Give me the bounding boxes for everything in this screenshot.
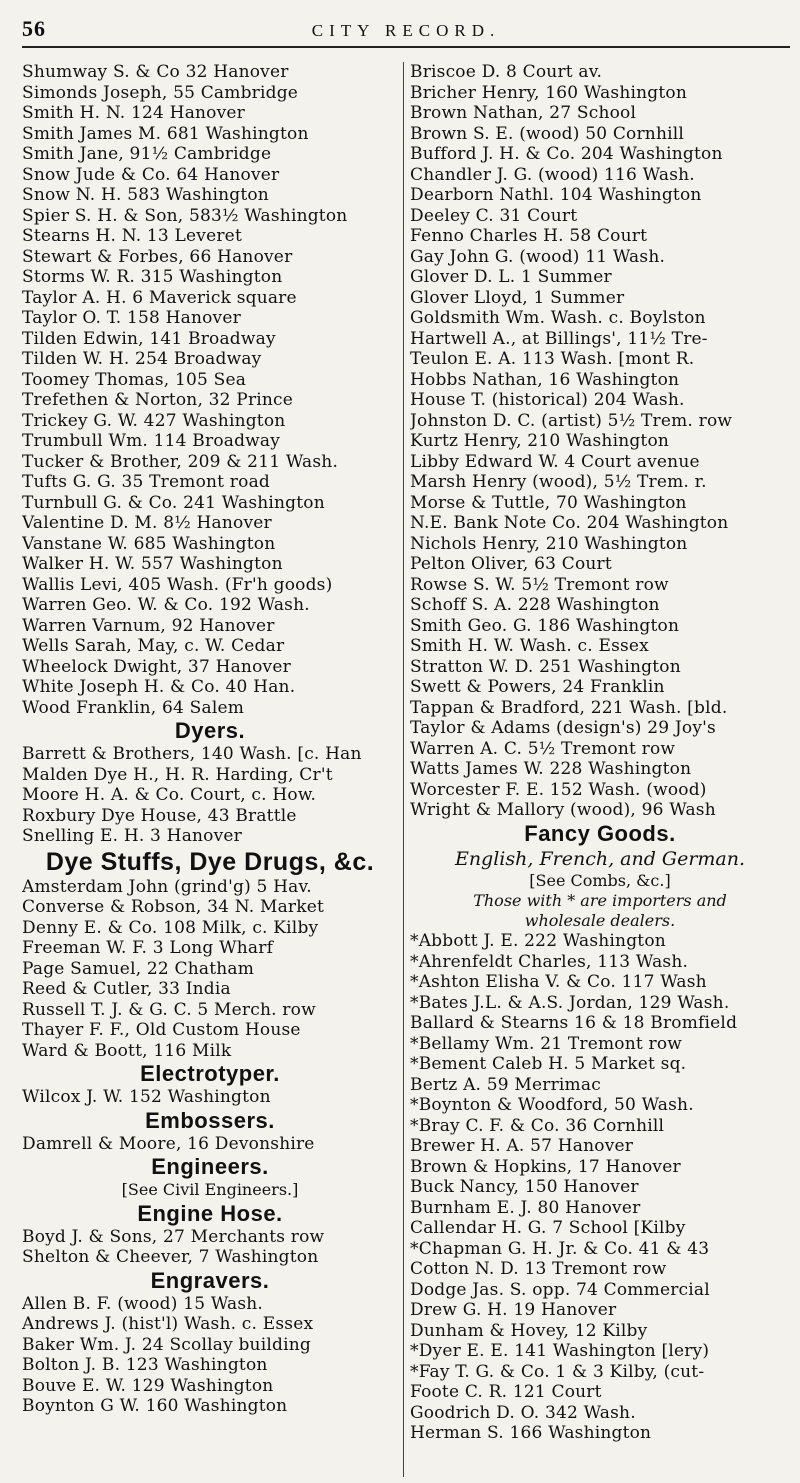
directory-entry: *Bellamy Wm. 21 Tremont row xyxy=(410,1033,683,1054)
section-heading-engine-hose: Engine Hose. xyxy=(137,1200,283,1226)
section-heading-dye-stuffs: Dye Stuffs, Dye Drugs, &c. xyxy=(45,847,375,876)
directory-entry: Wright & Mallory (wood), 96 Wash xyxy=(410,800,716,820)
directory-entry: Ballard & Stearns 16 & 18 Bromfield xyxy=(410,1013,738,1033)
page-title: CITY RECORD. xyxy=(311,21,501,40)
directory-entry: Bertz A. 59 Merrimac xyxy=(410,1074,601,1095)
directory-entry: Teulon E. A. 113 Wash. [mont R. xyxy=(410,349,695,369)
directory-entry: Hobbs Nathan, 16 Washington xyxy=(410,369,680,390)
directory-entry: Damrell & Moore, 16 Devonshire xyxy=(22,1133,315,1154)
directory-entry: Andrews J. (hist'l) Wash. c. Essex xyxy=(22,1314,314,1334)
directory-entry: Vanstane W. 685 Washington xyxy=(22,533,276,554)
directory-entry: Amsterdam John (grind'g) 5 Hav. xyxy=(22,876,312,897)
directory-entry: Watts James W. 228 Washington xyxy=(410,759,692,779)
directory-entry: Boyd J. & Sons, 27 Merchants row xyxy=(22,1226,325,1247)
directory-entry: Taylor A. H. 6 Maverick square xyxy=(22,287,297,308)
directory-entry: Bricher Henry, 160 Washington xyxy=(410,82,687,103)
directory-entry: Bufford J. H. & Co. 204 Washington xyxy=(410,144,723,164)
directory-entry: Burnham E. J. 80 Hanover xyxy=(410,1197,641,1218)
fancy-goods-see-note: [See Combs, &c.] xyxy=(529,870,671,890)
directory-entry: Swett & Powers, 24 Franklin xyxy=(410,677,665,697)
left-entries-1 xyxy=(22,62,398,718)
fancy-goods-subtitle: English, French, and German. xyxy=(454,847,746,870)
directory-entry: Brewer H. A. 57 Hanover xyxy=(410,1136,634,1156)
directory-entry: Smith James M. 681 Washington xyxy=(22,123,309,144)
page-number: 56 xyxy=(22,16,46,41)
directory-entry: Warren Geo. W. & Co. 192 Wash. xyxy=(22,595,310,615)
fancy-goods-note-line-2: wholesale dealers. xyxy=(524,911,676,930)
directory-entry: Smith H. N. 124 Hanover xyxy=(22,103,246,123)
directory-entry: Gay John G. (wood) 11 Wash. xyxy=(410,246,666,267)
directory-entry: Trickey G. W. 427 Washington xyxy=(22,410,286,431)
directory-entry: Fenno Charles H. 58 Court xyxy=(410,226,648,246)
embossers-list xyxy=(22,1134,398,1155)
directory-entry: Dodge Jas. S. opp. 74 Commercial xyxy=(410,1279,710,1300)
directory-entry: Wilcox J. W. 152 Washington xyxy=(22,1087,271,1107)
directory-entry: *Dyer E. E. 141 Washington [lery) xyxy=(410,1341,710,1361)
directory-entry: *Ahrenfeldt Charles, 113 Wash. xyxy=(410,951,689,972)
directory-entry: Tucker & Brother, 209 & 211 Wash. xyxy=(22,451,339,472)
fancy-goods-note-line-1: Those with * are importers and xyxy=(473,891,727,910)
directory-entry: Moore H. A. & Co. Court, c. How. xyxy=(22,785,317,805)
directory-entry: Bolton J. B. 123 Washington xyxy=(22,1355,268,1375)
directory-entry: Glover Lloyd, 1 Summer xyxy=(410,287,625,308)
directory-entry: Stearns H. N. 13 Leveret xyxy=(22,226,242,246)
directory-entry: Tilden W. H. 254 Broadway xyxy=(22,349,262,369)
page-header xyxy=(22,14,790,48)
directory-entry: Wheelock Dwight, 37 Hanover xyxy=(22,656,291,677)
right-column xyxy=(410,62,790,1477)
directory-entry: Foote C. R. 121 Court xyxy=(410,1382,602,1402)
section-heading-fancy-goods: Fancy Goods. xyxy=(524,820,676,846)
directory-entry: *Boynton & Woodford, 50 Wash. xyxy=(410,1095,694,1115)
section-heading-engineers: Engineers. xyxy=(151,1154,269,1179)
section-heading-dyers: Dyers. xyxy=(174,718,246,743)
column-divider xyxy=(403,62,404,1477)
directory-entry: Goldsmith Wm. Wash. c. Boylston xyxy=(410,308,706,328)
fancy-goods-list xyxy=(410,931,790,1444)
directory-entry: Smith Geo. G. 186 Washington xyxy=(410,615,680,636)
directory-entry: *Bement Caleb H. 5 Market sq. xyxy=(410,1054,687,1074)
directory-entry: Shelton & Cheever, 7 Washington xyxy=(22,1247,319,1267)
dyers-list xyxy=(22,744,398,847)
directory-entry: Wallis Levi, 405 Wash. (Fr'h goods) xyxy=(22,574,333,595)
directory-entry: Simonds Joseph, 55 Cambridge xyxy=(22,82,299,103)
right-entries-1 xyxy=(410,62,790,821)
directory-entry: *Ashton Elisha V. & Co. 117 Wash xyxy=(410,972,707,992)
directory-entry: Glover D. L. 1 Summer xyxy=(410,267,612,287)
directory-entry: Pelton Oliver, 63 Court xyxy=(410,554,612,574)
columns xyxy=(22,62,790,1477)
directory-entry: Warren Varnum, 92 Hanover xyxy=(22,615,275,636)
directory-entry: Stratton W. D. 251 Washington xyxy=(410,656,681,677)
directory-entry: Rowse S. W. 5½ Tremont row xyxy=(410,574,669,595)
directory-entry: Snelling E. H. 3 Hanover xyxy=(22,826,243,846)
directory-entry: Libby Edward W. 4 Court avenue xyxy=(410,451,700,472)
directory-entry: Buck Nancy, 150 Hanover xyxy=(410,1177,639,1197)
directory-entry: Baker Wm. J. 24 Scollay building xyxy=(22,1334,311,1355)
directory-entry: Allen B. F. (wood) 15 Wash. xyxy=(22,1293,264,1314)
directory-entry: Goodrich D. O. 342 Wash. xyxy=(410,1402,636,1423)
directory-entry: Morse & Tuttle, 70 Washington xyxy=(410,492,687,513)
section-heading-engravers: Engravers. xyxy=(150,1267,270,1293)
directory-entry: Tilden Edwin, 141 Broadway xyxy=(22,328,276,349)
directory-entry: House T. (historical) 204 Wash. xyxy=(410,390,685,410)
engine-hose-list xyxy=(22,1227,398,1268)
directory-entry: Thayer F. F., Old Custom House xyxy=(22,1020,301,1040)
directory-entry: Denny E. & Co. 108 Milk, c. Kilby xyxy=(22,917,319,938)
directory-entry: Kurtz Henry, 210 Washington xyxy=(410,431,670,451)
directory-entry: White Joseph H. & Co. 40 Han. xyxy=(22,677,296,697)
directory-entry: Drew G. H. 19 Hanover xyxy=(410,1300,617,1320)
directory-entry: Dearborn Nathl. 104 Washington xyxy=(410,185,702,205)
directory-entry: Johnston D. C. (artist) 5½ Trem. row xyxy=(410,410,733,431)
section-heading-embossers: Embossers. xyxy=(145,1107,275,1133)
electrotyper-list xyxy=(22,1087,398,1108)
directory-entry: Stewart & Forbes, 66 Hanover xyxy=(22,246,293,267)
directory-entry: Toomey Thomas, 105 Sea xyxy=(22,369,247,390)
directory-entry: Spier S. H. & Son, 583½ Washington xyxy=(22,205,348,226)
directory-entry: Taylor O. T. 158 Hanover xyxy=(22,308,241,328)
directory-entry: Shumway S. & Co 32 Hanover xyxy=(22,62,289,82)
directory-entry: Taylor & Adams (design's) 29 Joy's xyxy=(410,718,716,738)
directory-entry: Schoff S. A. 228 Washington xyxy=(410,595,660,615)
directory-entry: Wood Franklin, 64 Salem xyxy=(22,697,245,718)
directory-entry: Nichols Henry, 210 Washington xyxy=(410,533,688,554)
directory-entry: Storms W. R. 315 Washington xyxy=(22,267,283,287)
directory-entry: Warren A. C. 5½ Tremont row xyxy=(410,738,676,759)
directory-entry: Turnbull G. & Co. 241 Washington xyxy=(22,492,325,513)
directory-entry: Walker H. W. 557 Washington xyxy=(22,554,283,574)
directory-entry: Deeley C. 31 Court xyxy=(410,205,578,226)
directory-entry: Boynton G W. 160 Washington xyxy=(22,1396,288,1416)
engravers-list xyxy=(22,1294,398,1417)
directory-entry: *Fay T. G. & Co. 1 & 3 Kilby, (cut- xyxy=(410,1361,705,1382)
directory-entry: Reed & Cutler, 33 India xyxy=(22,979,231,999)
directory-entry: Herman S. 166 Washington xyxy=(410,1423,652,1443)
directory-entry: *Abbott J. E. 222 Washington xyxy=(410,931,666,951)
directory-entry: Snow Jude & Co. 64 Hanover xyxy=(22,164,280,185)
directory-entry: Trumbull Wm. 114 Broadway xyxy=(22,431,281,451)
directory-entry: Roxbury Dye House, 43 Brattle xyxy=(22,805,297,826)
directory-entry: Marsh Henry (wood), 5½ Trem. r. xyxy=(410,472,707,492)
dye-stuffs-list xyxy=(22,877,398,1062)
directory-entry: Chandler J. G. (wood) 116 Wash. xyxy=(410,164,695,185)
directory-entry: Page Samuel, 22 Chatham xyxy=(22,958,255,979)
directory-entry: Smith H. W. Wash. c. Essex xyxy=(410,636,649,656)
directory-entry: Malden Dye H., H. R. Harding, Cr't xyxy=(22,764,333,785)
directory-entry: Barrett & Brothers, 140 Wash. [c. Han xyxy=(22,744,362,764)
directory-entry: Freeman W. F. 3 Long Wharf xyxy=(22,938,274,958)
section-heading-electrotyper: Electrotyper. xyxy=(140,1061,280,1086)
directory-entry: Ward & Boott, 116 Milk xyxy=(22,1040,232,1061)
directory-entry: N.E. Bank Note Co. 204 Washington xyxy=(410,513,729,533)
directory-entry: Briscoe D. 8 Court av. xyxy=(410,62,603,82)
directory-entry: *Bates J.L. & A.S. Jordan, 129 Wash. xyxy=(410,992,730,1013)
directory-entry: *Chapman G. H. Jr. & Co. 41 & 43 xyxy=(410,1238,710,1259)
directory-entry: Russell T. J. & G. C. 5 Merch. row xyxy=(22,999,316,1020)
left-column xyxy=(22,62,398,1477)
directory-entry: Brown Nathan, 27 School xyxy=(410,103,637,123)
engineers-see-note: [See Civil Engineers.] xyxy=(121,1180,299,1199)
directory-entry: Smith Jane, 91½ Cambridge xyxy=(22,144,272,164)
directory-entry: Tappan & Bradford, 221 Wash. [bld. xyxy=(410,697,728,718)
directory-entry: Snow N. H. 583 Washington xyxy=(22,185,269,205)
directory-entry: Wells Sarah, May, c. W. Cedar xyxy=(22,636,285,656)
directory-entry: Dunham & Hovey, 12 Kilby xyxy=(410,1320,648,1341)
directory-entry: Bouve E. W. 129 Washington xyxy=(22,1375,274,1396)
directory-entry: Trefethen & Norton, 32 Prince xyxy=(22,390,294,410)
directory-entry: *Bray C. F. & Co. 36 Cornhill xyxy=(410,1115,665,1136)
directory-entry: Converse & Robson, 34 N. Market xyxy=(22,897,325,917)
directory-entry: Hartwell A., at Billings', 11½ Tre- xyxy=(410,328,708,349)
directory-entry: Valentine D. M. 8½ Hanover xyxy=(22,513,272,533)
directory-entry: Cotton N. D. 13 Tremont row xyxy=(410,1259,667,1279)
directory-entry: Tufts G. G. 35 Tremont road xyxy=(22,472,270,492)
directory-entry: Brown & Hopkins, 17 Hanover xyxy=(410,1156,681,1177)
directory-entry: Brown S. E. (wood) 50 Cornhill xyxy=(410,123,685,144)
directory-entry: Worcester F. E. 152 Wash. (wood) xyxy=(410,779,707,800)
directory-entry: Callendar H. G. 7 School [Kilby xyxy=(410,1218,686,1238)
